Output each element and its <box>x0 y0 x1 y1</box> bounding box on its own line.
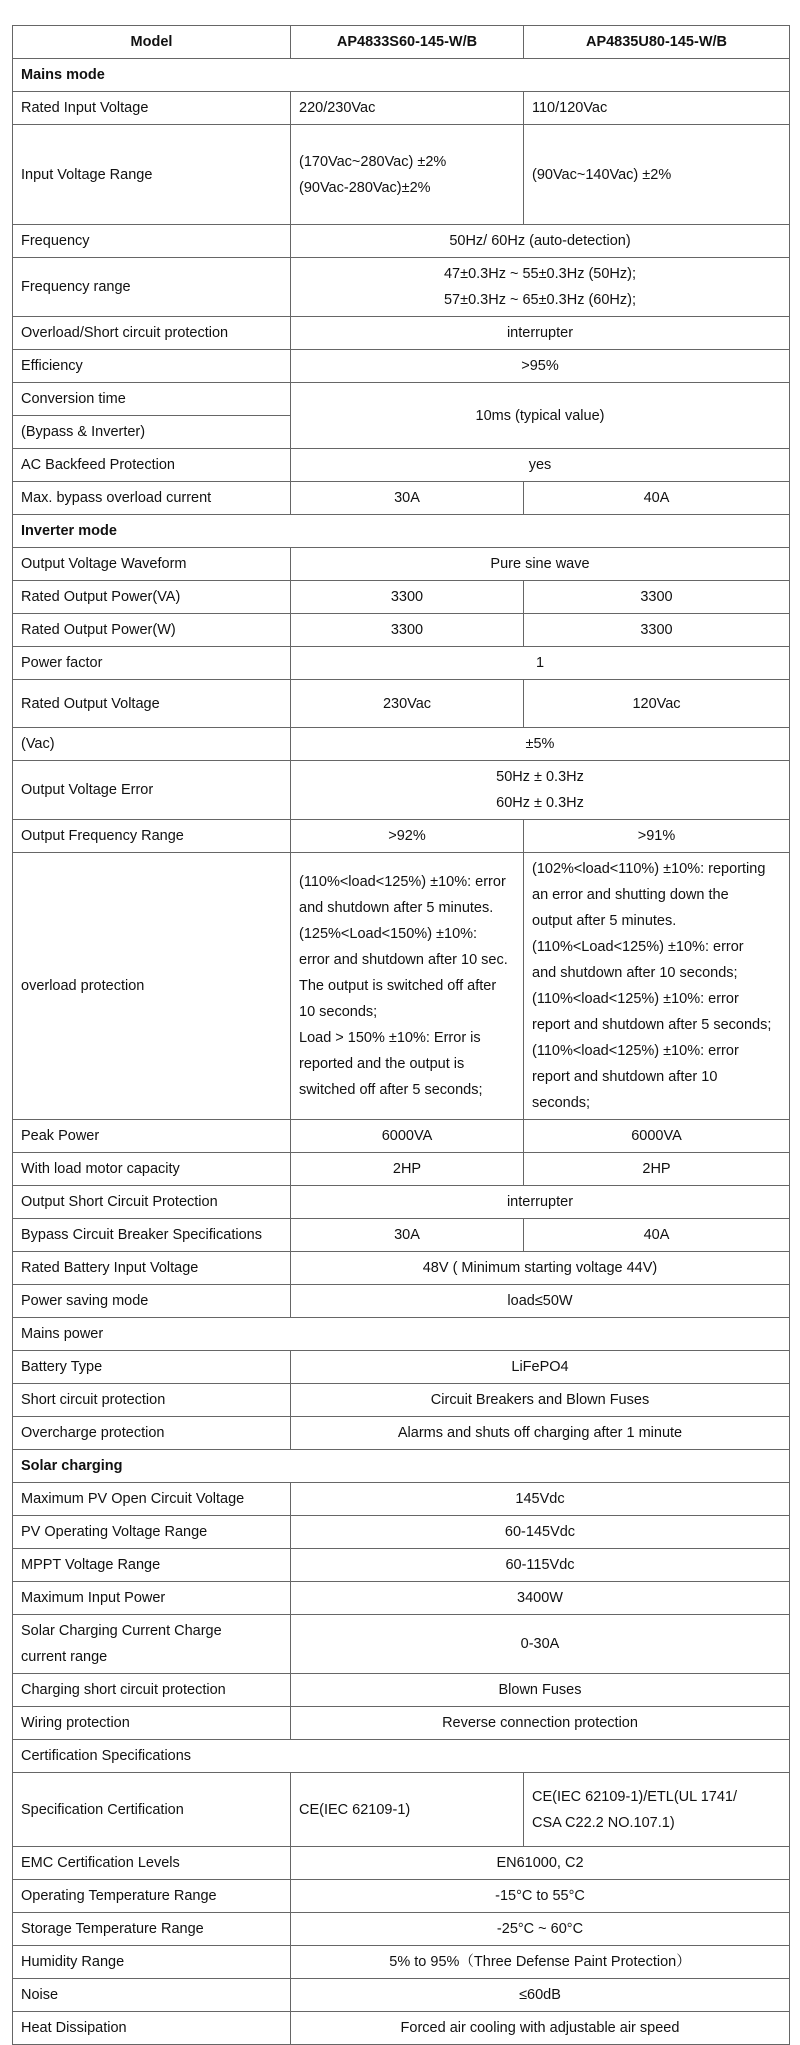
spec-row <box>13 482 790 515</box>
row-label: Rated Output Voltage <box>13 680 291 728</box>
value-model-b: 40A <box>524 482 790 515</box>
row-value: ≤60dB <box>291 1979 790 2012</box>
cell-line: output after 5 minutes. <box>532 913 677 929</box>
value-model-b: 110/120Vac <box>524 92 790 125</box>
cell-line: (110%<load<125%) ±10%: error <box>532 1043 739 1059</box>
row-label: (Vac) <box>13 728 291 761</box>
row-label <box>13 1615 291 1674</box>
row-label: Overload/Short circuit protection <box>13 317 291 350</box>
value-model-b: >91% <box>524 820 790 853</box>
row-label: Rated Output Power(W) <box>13 614 291 647</box>
cell-line: (170Vac~280Vac) ±2% <box>299 153 447 170</box>
spec-row <box>13 1773 790 1847</box>
row-label: MPPT Voltage Range <box>13 1549 291 1582</box>
spec-row <box>13 1674 790 1707</box>
cell-line: error and shutdown after 10 sec. <box>299 952 508 968</box>
cell-line: 10 seconds; <box>299 1004 378 1020</box>
cell-line: 50Hz ± 0.3Hz <box>496 769 584 785</box>
value-model-b <box>524 1773 790 1847</box>
spec-row <box>13 1880 790 1913</box>
row-label: Rated Input Voltage <box>13 92 291 125</box>
value-model-a: 30A <box>291 1219 524 1252</box>
row-value: 48V ( Minimum starting voltage 44V) <box>291 1252 790 1285</box>
cell-line: and shutdown after 5 minutes. <box>299 900 494 916</box>
row-value: EN61000, C2 <box>291 1847 790 1880</box>
row-label: Output Voltage Waveform <box>13 548 291 581</box>
group-label: Certification Specifications <box>13 1740 790 1773</box>
spec-row <box>13 2012 790 2045</box>
row-label: Noise <box>13 1979 291 2012</box>
spec-row <box>13 125 790 225</box>
cell-line: Solar Charging Current Charge <box>21 1623 222 1639</box>
row-value: Forced air cooling with adjustable air speed <box>291 2012 790 2045</box>
label-line: Conversion time <box>13 383 290 416</box>
spec-row <box>13 449 790 482</box>
spec-row <box>13 258 790 317</box>
cell-line: reported and the output is <box>299 1056 465 1072</box>
cell-line: current range <box>21 1649 108 1665</box>
row-label: Efficiency <box>13 350 291 383</box>
row-value: ±5% <box>291 728 790 761</box>
row-label: Bypass Circuit Breaker Specifications <box>13 1219 291 1252</box>
spec-row <box>13 853 790 1120</box>
value-model-a: >92% <box>291 820 524 853</box>
cell-line: seconds; <box>532 1095 591 1111</box>
label-line: (Bypass & Inverter) <box>21 424 146 440</box>
row-value: interrupter <box>291 1186 790 1219</box>
row-label: Output Frequency Range <box>13 820 291 853</box>
cell-line: The output is switched off after <box>299 978 497 994</box>
cell-line: (90Vac-280Vac)±2% <box>299 179 431 196</box>
row-value: yes <box>291 449 790 482</box>
spec-row <box>13 1615 790 1674</box>
row-value: 3400W <box>291 1582 790 1615</box>
row-value: 5% to 95%（Three Defense Paint Protection） <box>291 1946 790 1979</box>
row-label: PV Operating Voltage Range <box>13 1516 291 1549</box>
value-model-b: 3300 <box>524 614 790 647</box>
value-model-a: 30A <box>291 482 524 515</box>
row-value: 60-145Vdc <box>291 1516 790 1549</box>
cell-line: CE(IEC 62109-1)/ETL(UL 1741/ <box>532 1788 737 1805</box>
row-label: Peak Power <box>13 1120 291 1153</box>
spec-body <box>13 59 790 2045</box>
row-value: 1 <box>291 647 790 680</box>
spec-row <box>13 1913 790 1946</box>
row-label: Input Voltage Range <box>13 125 291 225</box>
row-label: AC Backfeed Protection <box>13 449 291 482</box>
spec-row <box>13 515 790 548</box>
cell-line: report and shutdown after 5 seconds; <box>532 1017 772 1033</box>
row-value: -15°C to 55°C <box>291 1880 790 1913</box>
spec-row <box>13 383 790 449</box>
cell-line: (110%<load<125%) ±10%: error <box>532 991 739 1007</box>
cell-line: (125%<Load<150%) ±10%: <box>299 926 478 942</box>
row-label: Specification Certification <box>13 1773 291 1847</box>
cell-line: CSA C22.2 NO.107.1) <box>532 1814 675 1831</box>
spec-row <box>13 92 790 125</box>
row-value: -25°C ~ 60°C <box>291 1913 790 1946</box>
spec-row <box>13 1516 790 1549</box>
row-label: Frequency range <box>13 258 291 317</box>
row-label: Heat Dissipation <box>13 2012 291 2045</box>
value-model-a <box>291 125 524 225</box>
value-model-b: 2HP <box>524 1153 790 1186</box>
row-value: Alarms and shuts off charging after 1 minute <box>291 1417 790 1450</box>
spec-row <box>13 317 790 350</box>
header-col-b: AP4835U80-145-W/B <box>524 26 790 59</box>
value-model-b: 3300 <box>524 581 790 614</box>
row-value: Pure sine wave <box>291 548 790 581</box>
row-label: Output Voltage Error <box>13 761 291 820</box>
header-col-a: AP4833S60-145-W/B <box>291 26 524 59</box>
cell-line: and shutdown after 10 seconds; <box>532 965 738 981</box>
spec-row <box>13 614 790 647</box>
row-value: Blown Fuses <box>291 1674 790 1707</box>
row-label: Rated Battery Input Voltage <box>13 1252 291 1285</box>
row-label: With load motor capacity <box>13 1153 291 1186</box>
spec-row <box>13 1153 790 1186</box>
spec-row <box>13 1740 790 1773</box>
value-model-a: 220/230Vac <box>291 92 524 125</box>
spec-row <box>13 647 790 680</box>
spec-row <box>13 1186 790 1219</box>
row-label: Wiring protection <box>13 1707 291 1740</box>
spec-row <box>13 548 790 581</box>
value-model-a: 230Vac <box>291 680 524 728</box>
row-label: Operating Temperature Range <box>13 1880 291 1913</box>
value-model-b: 40A <box>524 1219 790 1252</box>
row-label <box>13 383 291 449</box>
row-value: Reverse connection protection <box>291 1707 790 1740</box>
row-value: 145Vdc <box>291 1483 790 1516</box>
spec-row <box>13 1417 790 1450</box>
spec-row <box>13 1252 790 1285</box>
value-model-a: 3300 <box>291 581 524 614</box>
spec-row <box>13 1549 790 1582</box>
row-label: Charging short circuit protection <box>13 1674 291 1707</box>
row-value <box>291 761 790 820</box>
spec-row <box>13 225 790 258</box>
spec-row <box>13 1847 790 1880</box>
spec-row <box>13 1707 790 1740</box>
value-model-a: 2HP <box>291 1153 524 1186</box>
row-label: overload protection <box>13 853 291 1120</box>
row-label: EMC Certification Levels <box>13 1847 291 1880</box>
row-label: Max. bypass overload current <box>13 482 291 515</box>
spec-row <box>13 1582 790 1615</box>
cell-line: an error and shutting down the <box>532 887 729 903</box>
spec-row <box>13 761 790 820</box>
spec-table <box>12 25 790 2045</box>
cell-line: (110%<load<125%) ±10%: error <box>299 874 506 890</box>
spec-row <box>13 1318 790 1351</box>
row-value: 50Hz/ 60Hz (auto-detection) <box>291 225 790 258</box>
row-value: 60-115Vdc <box>291 1549 790 1582</box>
row-value: Circuit Breakers and Blown Fuses <box>291 1384 790 1417</box>
value-model-a: 3300 <box>291 614 524 647</box>
row-value: load≤50W <box>291 1285 790 1318</box>
row-value: interrupter <box>291 317 790 350</box>
row-label: Power saving mode <box>13 1285 291 1318</box>
cell-line: 57±0.3Hz ~ 65±0.3Hz (60Hz); <box>443 292 637 308</box>
value-model-b: 6000VA <box>524 1120 790 1153</box>
cell-line: switched off after 5 seconds; <box>299 1082 483 1098</box>
spec-row <box>13 1351 790 1384</box>
header-row <box>13 26 790 59</box>
row-label: Overcharge protection <box>13 1417 291 1450</box>
spec-row <box>13 728 790 761</box>
row-value: LiFePO4 <box>291 1351 790 1384</box>
row-label: Maximum PV Open Circuit Voltage <box>13 1483 291 1516</box>
row-value: 0-30A <box>291 1615 790 1674</box>
row-label: Humidity Range <box>13 1946 291 1979</box>
row-label: Output Short Circuit Protection <box>13 1186 291 1219</box>
row-label: Battery Type <box>13 1351 291 1384</box>
spec-row <box>13 1979 790 2012</box>
value-model-b: (90Vac~140Vac) ±2% <box>524 125 790 225</box>
row-label: Power factor <box>13 647 291 680</box>
section-header: Inverter mode <box>13 515 790 548</box>
value-model-a: 6000VA <box>291 1120 524 1153</box>
cell-line: report and shutdown after 10 <box>532 1069 718 1085</box>
spec-row <box>13 820 790 853</box>
section-header: Mains mode <box>13 59 790 92</box>
spec-row <box>13 1450 790 1483</box>
header-model: Model <box>13 26 291 59</box>
value-model-b <box>524 853 790 1120</box>
row-value: >95% <box>291 350 790 383</box>
row-label: Rated Output Power(VA) <box>13 581 291 614</box>
cell-line: 47±0.3Hz ~ 55±0.3Hz (50Hz); <box>443 266 637 282</box>
row-label: Frequency <box>13 225 291 258</box>
spec-row <box>13 1285 790 1318</box>
row-label: Short circuit protection <box>13 1384 291 1417</box>
spec-row <box>13 1946 790 1979</box>
spec-row <box>13 1483 790 1516</box>
cell-line: (110%<Load<125%) ±10%: error <box>532 939 744 955</box>
value-model-a <box>291 853 524 1120</box>
spec-row <box>13 1384 790 1417</box>
section-header: Solar charging <box>13 1450 790 1483</box>
spec-row <box>13 1120 790 1153</box>
spec-row <box>13 1219 790 1252</box>
cell-line: (102%<load<110%) ±10%: reporting <box>532 861 766 877</box>
value-model-b: 120Vac <box>524 680 790 728</box>
row-value <box>291 258 790 317</box>
spec-row <box>13 59 790 92</box>
value-model-a: CE(IEC 62109-1) <box>291 1773 524 1847</box>
spec-row <box>13 581 790 614</box>
row-label: Storage Temperature Range <box>13 1913 291 1946</box>
spec-row <box>13 680 790 728</box>
row-label: Maximum Input Power <box>13 1582 291 1615</box>
group-label: Mains power <box>13 1318 790 1351</box>
spec-row <box>13 350 790 383</box>
cell-line: Load > 150% ±10%: Error is <box>299 1030 481 1046</box>
row-value: 10ms (typical value) <box>291 383 790 449</box>
cell-line: 60Hz ± 0.3Hz <box>496 795 584 811</box>
